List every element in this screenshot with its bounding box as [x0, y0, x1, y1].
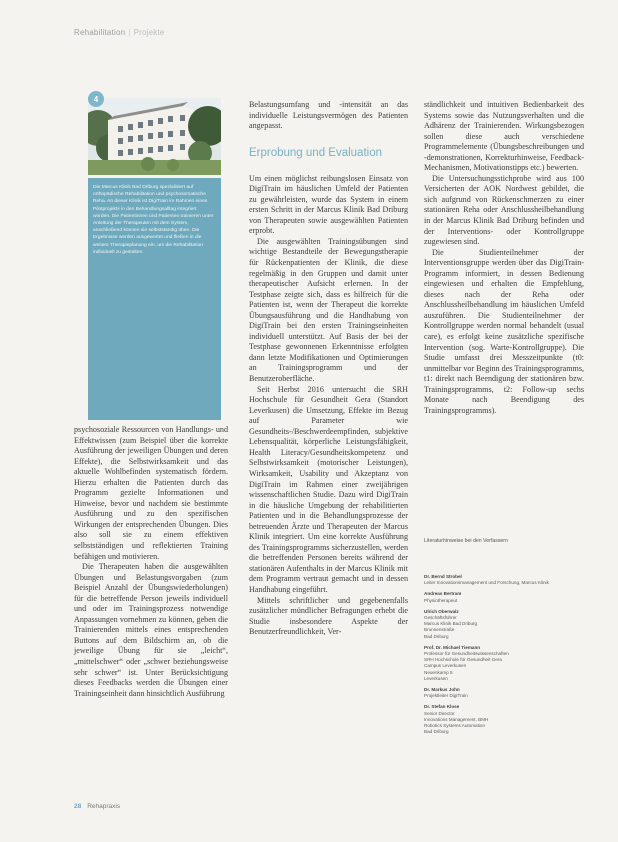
author-affiliation: Bad Driburg — [424, 729, 449, 735]
author-affiliation: Projektleiter DigiTrain — [424, 693, 468, 699]
clinic-building-image — [88, 98, 221, 175]
author-list — [424, 574, 589, 740]
paragraph: Die Studienteilnehmer der Interventionsgruppe werden über das DigiTrain-Programm informiert, in dessen Bedienung eingewiesen und erhalten die Empfehlung, dieses nach der Reha oder Anschlussheilbehandlung im häuslichen Umfeld auszuführen. Die Studienteilnehmer der Kontrollgruppe werden normal behandelt (usual care), es erfolgt keine zusätzliche spezifische Intervention (sog. Warte-Kontrollgruppe). Die Studie umfasst drei Messzeitpunkte (t0: unmittelbar vor Beginn des Trainingsprogramms, t1: direkt nach Beendigung der stationären bzw. Trainingsprogramms, t2: Follow-up sechs Monate nach Beendigung des Trainingsprogramms). — [424, 247, 584, 415]
paragraph: Die Untersuchungsstichprobe wird aus 100 Versicherten der AOK Nordwest gebildet, die sich aufgrund von Rückenschmerzen zu einer stationären Reha oder Anschlussheilbehandlung in der Marcus Klinik Bad Driburg befinden und der Interventions- oder Kontrollgruppe zugewiesen sind. — [424, 173, 584, 247]
paragraph: Mittels schriftlicher und gegebenenfalls zusätzlicher mündlicher Befragungen erhebt die Studie insbesondere Aspekte der Benutzerfreundlichkeit, Ver- — [249, 595, 408, 637]
paragraph: Die ausgewählten Trainingsübungen sind wichtige Bestandteile der Bewegungstherapie für Rückenpatienten der Klinik, die diese regelmäßig in den Gruppen und damit unter therapeutischer Aufsicht erlernen. In der Testphase zeigte sich, dass es hilfreich für die Patienten ist, wenn der Therapeut die korrekte Übungsausführung und die Handhabung von DigiTrain bei den ersten Trainingseinheiten individuell unterstützt. Auf Basis der bei der Testphase gewonnenen Erkenntnisse erfolgten dann letzte Modifikationen und Optimierungen an Trainingsprogramm und der Benutzeroberfläche. — [249, 236, 408, 384]
clinic-photo — [88, 98, 221, 175]
author-entry — [424, 591, 589, 603]
author-affiliation: Physiotherapeut — [424, 597, 458, 603]
paragraph: Um einen möglichst reibungslosen Einsatz von DigiTrain im häuslichen Umfeld der Patienten zu gewährleisten, wurde das System in einem ersten Schritt in der Marcus Klinik Bad Driburg von Therapeuten sowie ausgewählten Patienten erprobt. — [249, 173, 408, 236]
author-name: Dr. Bernd Strobel — [424, 574, 462, 579]
text-column-2 — [249, 100, 408, 638]
author-entry — [424, 609, 589, 640]
author-name: Ulrich Oberwalz — [424, 608, 459, 614]
author-name: Andreas Bertram — [424, 591, 462, 597]
journal-name: Rehapraxis — [87, 803, 121, 810]
section-subtitle: Projekte — [133, 28, 165, 37]
paragraph: Belastungsumfang und -intensität an das individuelle Leistungsvermögen des Patienten angepasst. — [249, 100, 408, 131]
paragraph: Die Therapeuten haben die ausgewählten Übungen und Belastungsvorgaben (zum Beispiel Anzahl der Übungswiederholungen) für die betreffende Person jeweils individuell und oder im Trainingsprozess notwendige Anpassungen vornehmen zu können, geben die Trainierenden mittels eines entsprechenden Buttons auf dem Bildschirm an, ob die jeweilige Übung für sie „leicht“, „mittelschwer“ oder „schwer beziehungsweise sehr schwer“ ist. Unter Berücksichtigung dieses Feedbacks werden die Übungen einer Trainingseinheit dann hinsichtlich Ausführung — [74, 562, 228, 698]
author-entry — [424, 704, 589, 735]
text-column-1 — [74, 425, 228, 699]
page-footer — [74, 803, 120, 810]
section-title: Rehabilitation — [74, 28, 126, 37]
author-name: Prof. Dr. Michael Tiemann — [424, 644, 481, 650]
paragraph: Seit Herbst 2016 untersucht die SRH Hochschule für Gesundheit Gera (Standort Leverkusen) die Umsetzung, Effekte im Bezug auf Parameter wie Gesundheits-/Beschwerdeempfinden, subjektive Lebensqualität, körperliche Leistungsfähigkeit, Health Literacy/Gesundheitskompetenz und Selbstwirksamkeit (motorischer Leistungen), Wirksamkeit, Usability und Akzeptanz von DigiTrain im Rahmen einer zweijährigen wissenschaftlichen Studie. Dazu wird DigiTrain in die häusliche Umgebung der rehabilitierten Patienten und in die Behandlungsprozesse der betreuenden Ärzte und Therapeuten der Marcus Klinik integriert. Um eine korrekte Ausführung des Trainingsprogramms sicherzustellen, werden die betreffenden Personen bereits während der stationären Aufenthalts in der Marcus Klinik mit dem Programm vertraut gemacht und in dessen Handhabung eingeführt. — [249, 384, 408, 594]
text-column-3 — [424, 100, 584, 416]
author-name: Dr. Stefan Klose — [424, 704, 460, 710]
figure-number-badge: 4 — [88, 91, 104, 107]
literature-note: Literaturhinweise bei den Verfassern — [424, 538, 508, 544]
author-affiliation: Innovations Management, BMH — [424, 716, 489, 722]
author-affiliation: Senior Director — [424, 710, 455, 716]
author-affiliation: Bad Driburg — [424, 633, 449, 639]
author-affiliation: Professor für Gesundheitswissenschaften — [424, 651, 509, 657]
author-entry — [424, 645, 589, 682]
author-affiliation: Leverkusen — [424, 675, 448, 681]
section-heading: Erprobung und Evaluation — [249, 146, 382, 159]
paragraph: psychosoziale Ressourcen von Handlungs- und Effektwissen (zum Beispiel über die korrekte Ausführung der jeweiligen Übungen und deren Effekte), die Selbstwirksamkeit und das aktuelle Wohlbefinden systematisch fördern. Hierzu erhalten die Patienten durch das Programm gezielte Informationen und Hinweise, bevor und nachdem sie bestimmte Ausführung und zu den spezifischen Wirkungen der entsprechenden Übungen. Dies also soll sie zu einem effektiven selbstständigen und reflektierten Training befähigen und motivieren. — [74, 425, 228, 561]
author-affiliation: Leiter Innovationsmanagement und Forschung, Marcus Klinik — [424, 580, 549, 586]
author-affiliation: SRH Hochschule für Gesundheit Gera — [424, 657, 502, 663]
header-separator: | — [128, 28, 131, 37]
author-name: Dr. Markus John — [424, 687, 460, 693]
author-affiliation: Campus Leverkusen — [424, 663, 467, 669]
author-affiliation: Geschäftsführer — [424, 615, 457, 621]
author-affiliation: Neuenkamp 5 — [424, 669, 453, 675]
author-affiliation: Marcus Klinik Bad Driburg — [424, 621, 478, 627]
author-affiliation: Robotics Systems Automation — [424, 723, 486, 729]
paragraph: ständlichkeit und intuitiven Bedienbarkeit des Systems sowie das Nutzungsverhalten und die Adhärenz der Trainierenden. Wirkungsbezogen sollen diese auch verschiedene Programmelemente (Übungsbeschreibungen und -demonstrationen, Korrekturhinweise, Feedback-Mechanismen, Motivationstipps etc.) bewerten. — [424, 100, 584, 173]
author-entry — [424, 687, 589, 699]
author-affiliation: Brunnenstraße — [424, 627, 455, 633]
author-entry — [424, 574, 589, 586]
photo-caption: Die Marcus Klinik Bad Driburg spezialisiert auf orthopädische Rehabilitation und psychosomatische Reha. An dieser Klinik ist DigiTrain im Rahmen eines Pilotprojekts in den Behandlungsalltag integriert worden. Die Patientinnen und Patienten trainieren unter Anleitung der Therapeuten mit dem System, anschließend können sie selbstständig üben. Die Ergebnisse werden ausgewertet und fließen in die weitere Therapieplanung ein, um die Rehabilitation individuell zu gestalten. — [93, 185, 214, 255]
page-header — [74, 28, 165, 37]
page-number: 28 — [74, 803, 82, 810]
